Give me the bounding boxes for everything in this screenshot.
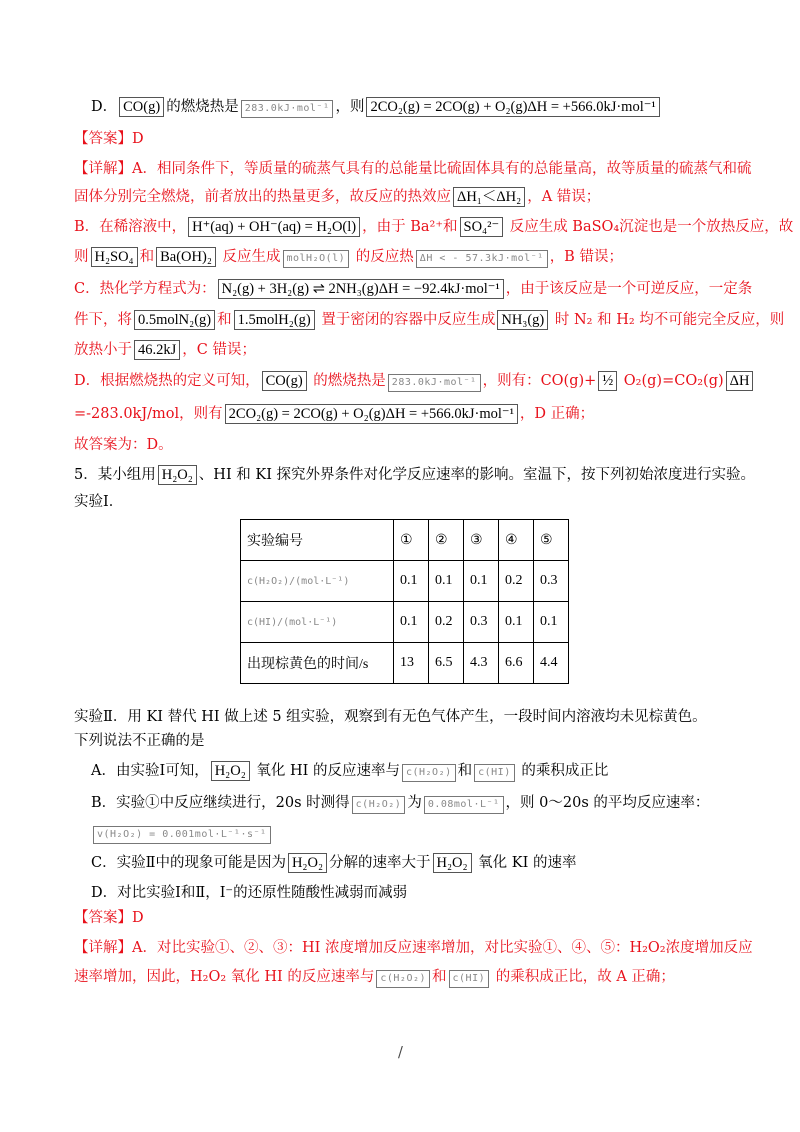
table-row-label: c(H₂O₂)/(mol·L⁻¹) — [241, 561, 394, 602]
detail-line: 【详解】A．对比实验①、②、③：HI 浓度增加反应速率增加，对比实验①、④、⑤：H₂O₂浓度增加反应 — [74, 940, 753, 956]
experiment-table — [240, 519, 569, 684]
table-cell: 0.2 — [499, 561, 534, 602]
table-cell: 0.3 — [534, 561, 569, 602]
text: 的乘积成正比 — [516, 763, 609, 779]
text: C．实验Ⅱ中的现象可能是因为 — [91, 855, 286, 871]
formula-box: 0.08mol·L⁻¹ — [424, 796, 504, 814]
option-b — [91, 792, 709, 814]
text: 5．某小组用 — [74, 467, 156, 483]
text: 反应生成 BaSO₄沉淀也是一个放热反应，故 — [505, 219, 794, 235]
text: ，C 错误； — [182, 342, 256, 358]
text: 、HI 和 KI 探究外界条件对化学反应速率的影响。室温下，按下列初始浓度进行实验。 — [198, 467, 756, 483]
detail-line — [74, 966, 675, 988]
table-row-label: c(HI)/(mol·L⁻¹) — [241, 602, 394, 643]
text: 氧化 KI 的速率 — [473, 855, 577, 871]
detail-line — [74, 186, 600, 208]
answer-label: 【答案】D — [74, 131, 144, 147]
formula-box: 283.0kJ·mol⁻¹ — [241, 100, 334, 118]
formula-box: 46.2kJ — [134, 340, 180, 360]
detail-line — [74, 339, 256, 361]
formula-box: 2CO₂(g) = 2CO(g) + O₂(g)ΔH = +566.0kJ·mol⁻¹ — [225, 404, 518, 424]
detail-line — [74, 309, 784, 331]
table-cell: 6.6 — [499, 643, 534, 684]
option-a — [91, 760, 608, 782]
detail-line — [74, 246, 623, 268]
formula-box: ΔH — [726, 371, 754, 391]
table-header-cell: ① — [394, 520, 429, 561]
text: D．根据燃烧热的定义可知， — [74, 373, 260, 389]
answer-label: 【答案】D — [74, 910, 144, 926]
formula-box: H⁺(aq) + OH⁻(aq) = H₂O(l) — [188, 217, 360, 237]
text: 和 — [217, 312, 232, 328]
text: 和 — [457, 763, 473, 779]
detail-line — [74, 403, 594, 425]
text: A．由实验Ⅰ可知， — [91, 763, 209, 779]
formula-box: N₂(g) + 3H₂(g) ⇌ 2NH₃(g)ΔH = −92.4kJ·mol⁻¹ — [218, 279, 504, 299]
text: ，B 错误； — [549, 249, 623, 265]
table-cell: 4.4 — [534, 643, 569, 684]
text: 的燃烧热是 — [166, 99, 239, 115]
text: 反应生成 — [217, 249, 281, 265]
text: ，由于该反应是一个可逆反应，一定条 — [505, 281, 753, 297]
text: B．实验①中反应继续进行，20s 时测得 — [91, 795, 350, 811]
formula-box: ½ — [598, 371, 617, 391]
option-d-line — [91, 96, 662, 118]
text: 的乘积成正比，故 A 正确； — [491, 969, 675, 985]
table-cell: 0.1 — [499, 602, 534, 643]
formula-box: Ba(OH)₂ — [156, 247, 216, 267]
table-cell: 0.1 — [429, 561, 464, 602]
detail-line — [74, 370, 755, 392]
page-footer: / — [398, 1045, 403, 1061]
text: 为 — [407, 795, 422, 811]
question-stem — [74, 464, 755, 486]
table-header-cell: ③ — [464, 520, 499, 561]
table-header-cell: 实验编号 — [241, 520, 394, 561]
text: C．热化学方程式为： — [74, 281, 216, 297]
formula-box: c(H₂O₂) — [402, 764, 456, 782]
text: 的反应热 — [351, 249, 414, 265]
formula-box: 0.5molN₂(g) — [134, 310, 215, 330]
formula-box: molH₂O(l) — [283, 250, 350, 268]
table-cell: 0.2 — [429, 602, 464, 643]
formula-box: SO₄²⁻ — [460, 217, 504, 237]
formula-box: c(HI) — [449, 970, 490, 988]
table-cell: 6.5 — [429, 643, 464, 684]
formula-box: H₂O₂ — [433, 853, 472, 873]
experiment-2-text: 实验Ⅱ．用 KI 替代 HI 做上述 5 组实验，观察到有无色气体产生，一段时间内溶液均未见棕黄色。 — [74, 709, 707, 725]
table-cell: 0.1 — [534, 602, 569, 643]
table-header-row — [241, 520, 569, 561]
table-cell: 0.1 — [394, 561, 429, 602]
formula-box: H₂SO₄ — [91, 247, 138, 267]
table-row-label: 出现棕黄色的时间/s — [241, 643, 394, 684]
detail-line: 【详解】A．相同条件下，等质量的硫蒸气具有的总能量比硫固体具有的总能量高，故等质量的硫蒸气和硫 — [74, 161, 752, 177]
text: 的燃烧热是 — [308, 373, 386, 389]
option-c — [91, 852, 576, 874]
option-b-formula — [91, 822, 273, 844]
option-d-label: D． — [91, 99, 118, 115]
detail-line: 故答案为：D。 — [74, 437, 173, 453]
formula-box: 283.0kJ·mol⁻¹ — [388, 374, 481, 392]
option-d: D．对比实验Ⅰ和Ⅱ，I⁻的还原性随酸性减弱而减弱 — [91, 885, 408, 901]
formula-box: NH₃(g) — [497, 310, 548, 330]
table-row — [241, 643, 569, 684]
experiment-label: 实验Ⅰ． — [74, 494, 124, 510]
formula-box: c(H₂O₂) — [376, 970, 430, 988]
text: 时 N₂ 和 H₂ 均不可能完全反应，则 — [550, 312, 785, 328]
table-header-cell: ② — [429, 520, 464, 561]
text: ，则 0～20s 的平均反应速率： — [505, 795, 710, 811]
text: B．在稀溶液中， — [74, 219, 187, 235]
formula-box: 1.5molH₂(g) — [234, 310, 315, 330]
text: ，A 错误； — [527, 189, 601, 205]
text: 则 — [74, 249, 89, 265]
text: ，由于 Ba²⁺和 — [362, 219, 458, 235]
text: 氧化 HI 的反应速率与 — [251, 763, 400, 779]
table-cell: 0.3 — [464, 602, 499, 643]
text: ，则有：CO(g)+ — [482, 373, 597, 389]
table-header-cell: ④ — [499, 520, 534, 561]
detail-line — [74, 278, 752, 300]
table-row — [241, 561, 569, 602]
table-row — [241, 602, 569, 643]
formula-box: CO(g) — [119, 97, 164, 117]
table-cell: 13 — [394, 643, 429, 684]
text: 和 — [139, 249, 155, 265]
formula-box: 2CO₂(g) = 2CO(g) + O₂(g)ΔH = +566.0kJ·mol⁻¹ — [366, 97, 659, 117]
formula-box: ΔH < - 57.3kJ·mol⁻¹ — [416, 250, 548, 268]
text: =-283.0kJ/mol，则有 — [74, 406, 223, 422]
formula-box: v(H₂O₂) = 0.001mol·L⁻¹·s⁻¹ — [93, 826, 271, 844]
formula-box: ΔH₁＜ΔH₂ — [453, 187, 525, 207]
text: 置于密闭的容器中反应生成 — [316, 312, 496, 328]
table-header-cell: ⑤ — [534, 520, 569, 561]
table-cell: 4.3 — [464, 643, 499, 684]
formula-box: CO(g) — [262, 371, 307, 391]
formula-box: c(H₂O₂) — [352, 796, 406, 814]
formula-box: H₂O₂ — [288, 853, 327, 873]
table-cell: 0.1 — [394, 602, 429, 643]
text: 放热小于 — [74, 342, 132, 358]
formula-box: c(HI) — [474, 764, 515, 782]
text: 分解的速率大于 — [329, 855, 431, 871]
text: 件下，将 — [74, 312, 132, 328]
text: 和 — [432, 969, 447, 985]
table-cell: 0.1 — [464, 561, 499, 602]
text: O₂(g)=CO₂(g) — [619, 373, 724, 389]
text: ，则 — [335, 99, 365, 115]
text: 速率增加，因此，H₂O₂ 氧化 HI 的反应速率与 — [74, 969, 375, 985]
text: 固体分别完全燃烧，前者放出的热量更多，故反应的热效应 — [74, 189, 451, 205]
formula-box: H₂O₂ — [211, 761, 250, 781]
detail-line — [74, 216, 793, 238]
question-prompt: 下列说法不正确的是 — [74, 733, 205, 749]
text: ，D 正确； — [519, 406, 595, 422]
formula-box: H₂O₂ — [158, 465, 197, 485]
